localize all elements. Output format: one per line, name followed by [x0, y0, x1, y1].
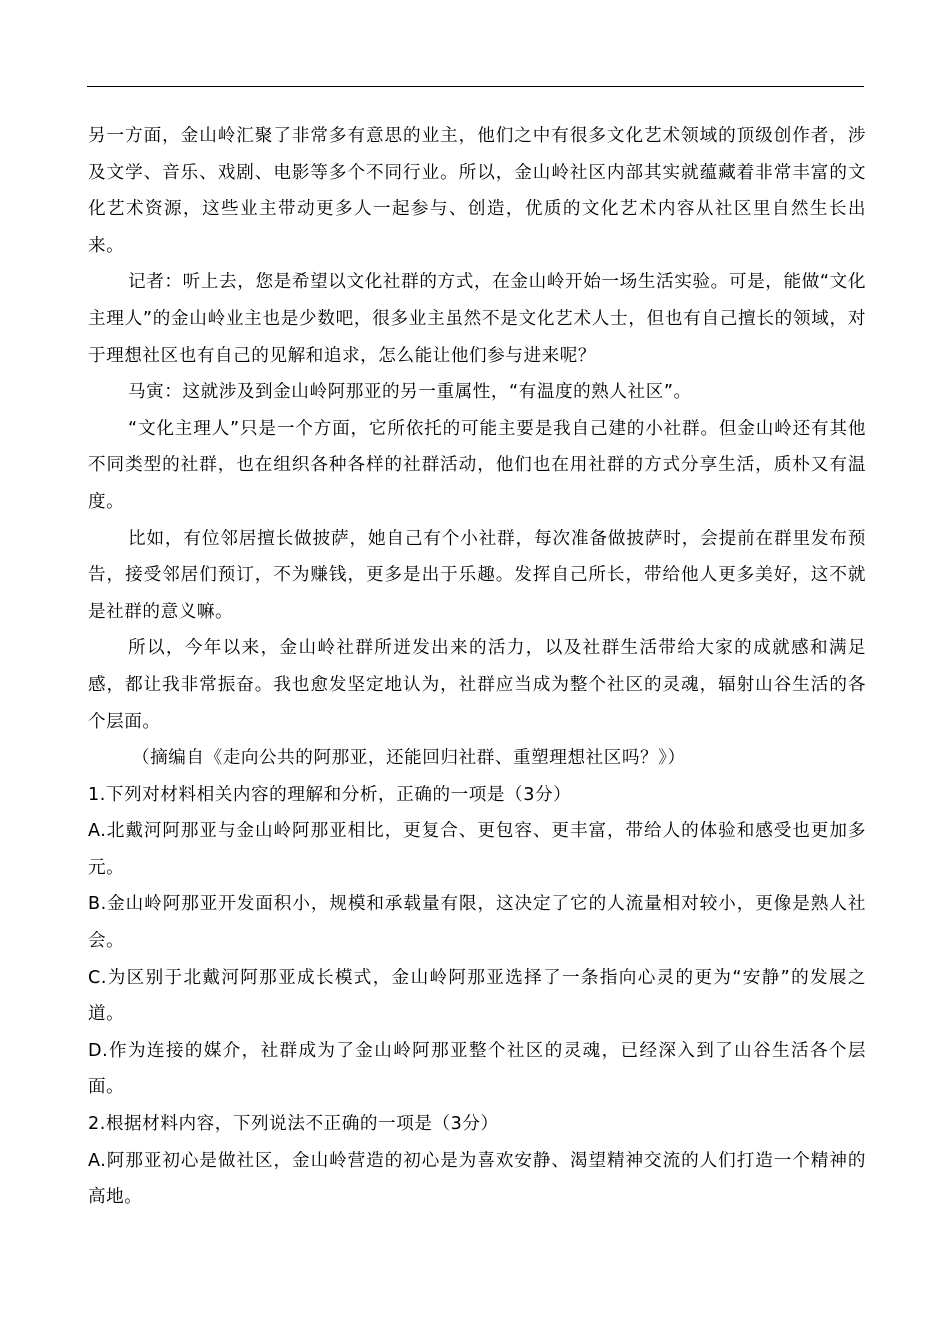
paragraph-1: 另一方面，金山岭汇聚了非常多有意思的业主，他们之中有很多文化艺术领域的顶级创作者，涉及文学、音乐、戏剧、电影等多个不同行业。所以，金山岭社区内部其实就蕴藏着非常丰富的文化艺术资源，这些业主带动更多人一起参与、创造，优质的文化艺术内容从社区里自然生长出来。: [88, 126, 866, 256]
paragraph-5: 比如，有位邻居擅长做披萨，她自己有个小社群，每次准备做披萨时，会提前在群里发布预告，接受邻居们预订，不为赚钱，更多是出于乐趣。发挥自己所长，带给他人更多美好，这不就是社群的意义嘛。: [88, 528, 866, 622]
document-body: [88, 118, 866, 1216]
paragraph-3: 马寅：这就涉及到金山岭阿那亚的另一重属性，“有温度的熟人社区”。: [128, 382, 692, 403]
paragraph-2: 记者：听上去，您是希望以文化社群的方式，在金山岭开始一场生活实验。可是，能做“文化主理人”的金山岭业主也是少数吧，很多业主虽然不是文化艺术人士，但也有自己擅长的领域，对于理想社区也有自己的见解和追求，怎么能让他们参与进来呢？: [88, 272, 866, 366]
question-1-option-a: A.北戴河阿那亚与金山岭阿那亚相比，更复合、更包容、更丰富，带给人的体验和感受也更加多元。: [88, 821, 866, 878]
header-rule: [87, 86, 864, 87]
question-2-stem: 2.根据材料内容，下列说法不正确的一项是（3分）: [88, 1114, 499, 1135]
source-citation: （摘编自《走向公共的阿那亚，还能回归社群、重塑理想社区吗？》）: [132, 748, 686, 769]
question-2-option-a: A.阿那亚初心是做社区，金山岭营造的初心是为喜欢安静、渴望精神交流的人们打造一个精神的高地。: [88, 1150, 866, 1208]
question-1-option-b: B.金山岭阿那亚开发面积小，规模和承载量有限，这决定了它的人流量相对较小，更像是熟人社会。: [88, 894, 866, 952]
question-1-stem: 1.下列对材料相关内容的理解和分析，正确的一项是（3分）: [88, 784, 572, 805]
paragraph-4: “文化主理人”只是一个方面，它所依托的可能主要是我自己建的小社群。但金山岭还有其他不同类型的社群，也在组织各种各样的社群活动，他们也在用社群的方式分享生活，质朴又有温度。: [88, 418, 866, 512]
question-1-option-d: D.作为连接的媒介，社群成为了金山岭阿那亚整个社区的灵魂，已经深入到了山谷生活各个层面。: [88, 1040, 866, 1098]
question-1-option-c: C.为区别于北戴河阿那亚成长模式，金山岭阿那亚选择了一条指向心灵的更为“安静”的发展之道。: [88, 967, 866, 1025]
paragraph-6: 所以，今年以来，金山岭社群所迸发出来的活力，以及社群生活带给大家的成就感和满足感，都让我非常振奋。我也愈发坚定地认为，社群应当成为整个社区的灵魂，辐射山谷生活的各个层面。: [88, 638, 866, 732]
